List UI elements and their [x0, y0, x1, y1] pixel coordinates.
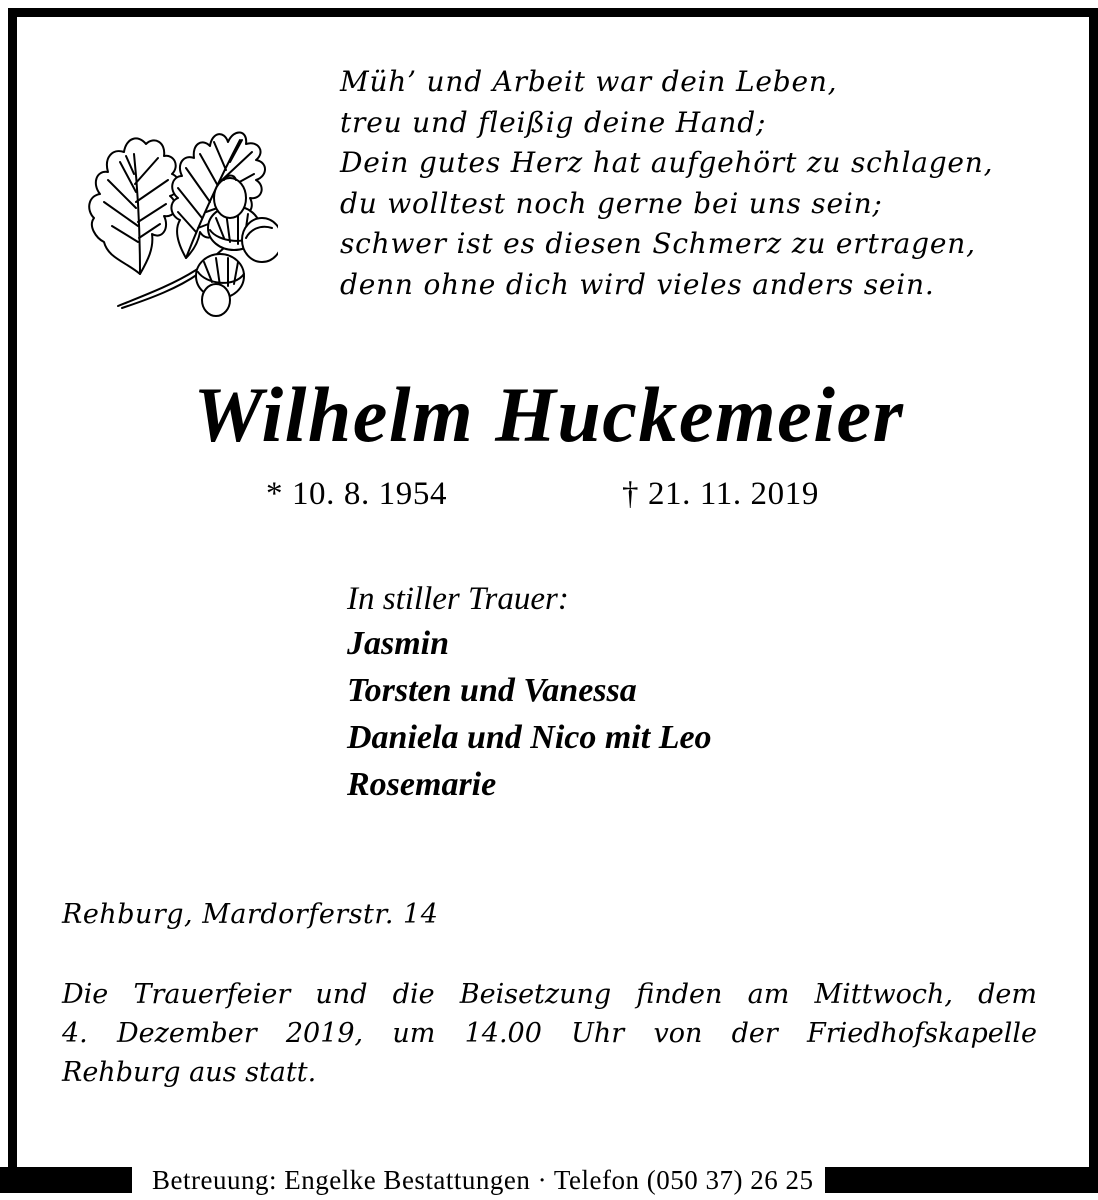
mourner-name: Daniela und Nico mit Leo: [347, 719, 712, 756]
mourner-name: Jasmin: [347, 625, 450, 662]
oak-leaf-acorn-icon: [78, 62, 278, 322]
address: Rehburg, Mardorferstr. 14: [62, 899, 439, 930]
footer-bar-right: [825, 1167, 1098, 1193]
ceremony-line: 4. Dezember 2019, um 14.00 Uhr von der Friedhofskapelle: [62, 1018, 1037, 1049]
funeral-home-credit: Betreuung: Engelke Bestattungen · Telefon (050 37) 26 25: [132, 1160, 825, 1200]
deceased-name: Wilhelm Huckemeier: [193, 371, 905, 458]
poem-line: schwer ist es diesen Schmerz zu ertragen,: [340, 227, 976, 260]
mourner-name: Rosemarie: [347, 766, 497, 803]
poem-line: treu und fleißig deine Hand;: [340, 105, 767, 139]
poem-line: Dein gutes Herz hat aufgehört zu schlagen,: [340, 146, 994, 179]
footer-bar-left: [0, 1167, 132, 1193]
poem-line: du wolltest noch gerne bei uns sein;: [340, 186, 883, 220]
ceremony-line: Die Trauerfeier und die Beisetzung finden am Mittwoch, dem: [62, 979, 1037, 1010]
poem-line: denn ohne dich wird vieles anders sein.: [340, 267, 935, 301]
footer: [0, 1160, 1098, 1200]
mourner-list: [347, 620, 712, 808]
birth-date: * 10. 8. 1954: [266, 476, 448, 512]
ceremony-line: Rehburg aus statt.: [62, 1057, 317, 1088]
poem: [340, 62, 1060, 305]
mourner-name: Torsten und Vanessa: [347, 672, 637, 709]
poem-line: Müh’ und Arbeit war dein Leben,: [340, 65, 838, 98]
mourning-heading: In stiller Trauer:: [347, 581, 569, 617]
ceremony-notice: [62, 975, 1037, 1092]
death-date: † 21. 11. 2019: [622, 476, 819, 512]
